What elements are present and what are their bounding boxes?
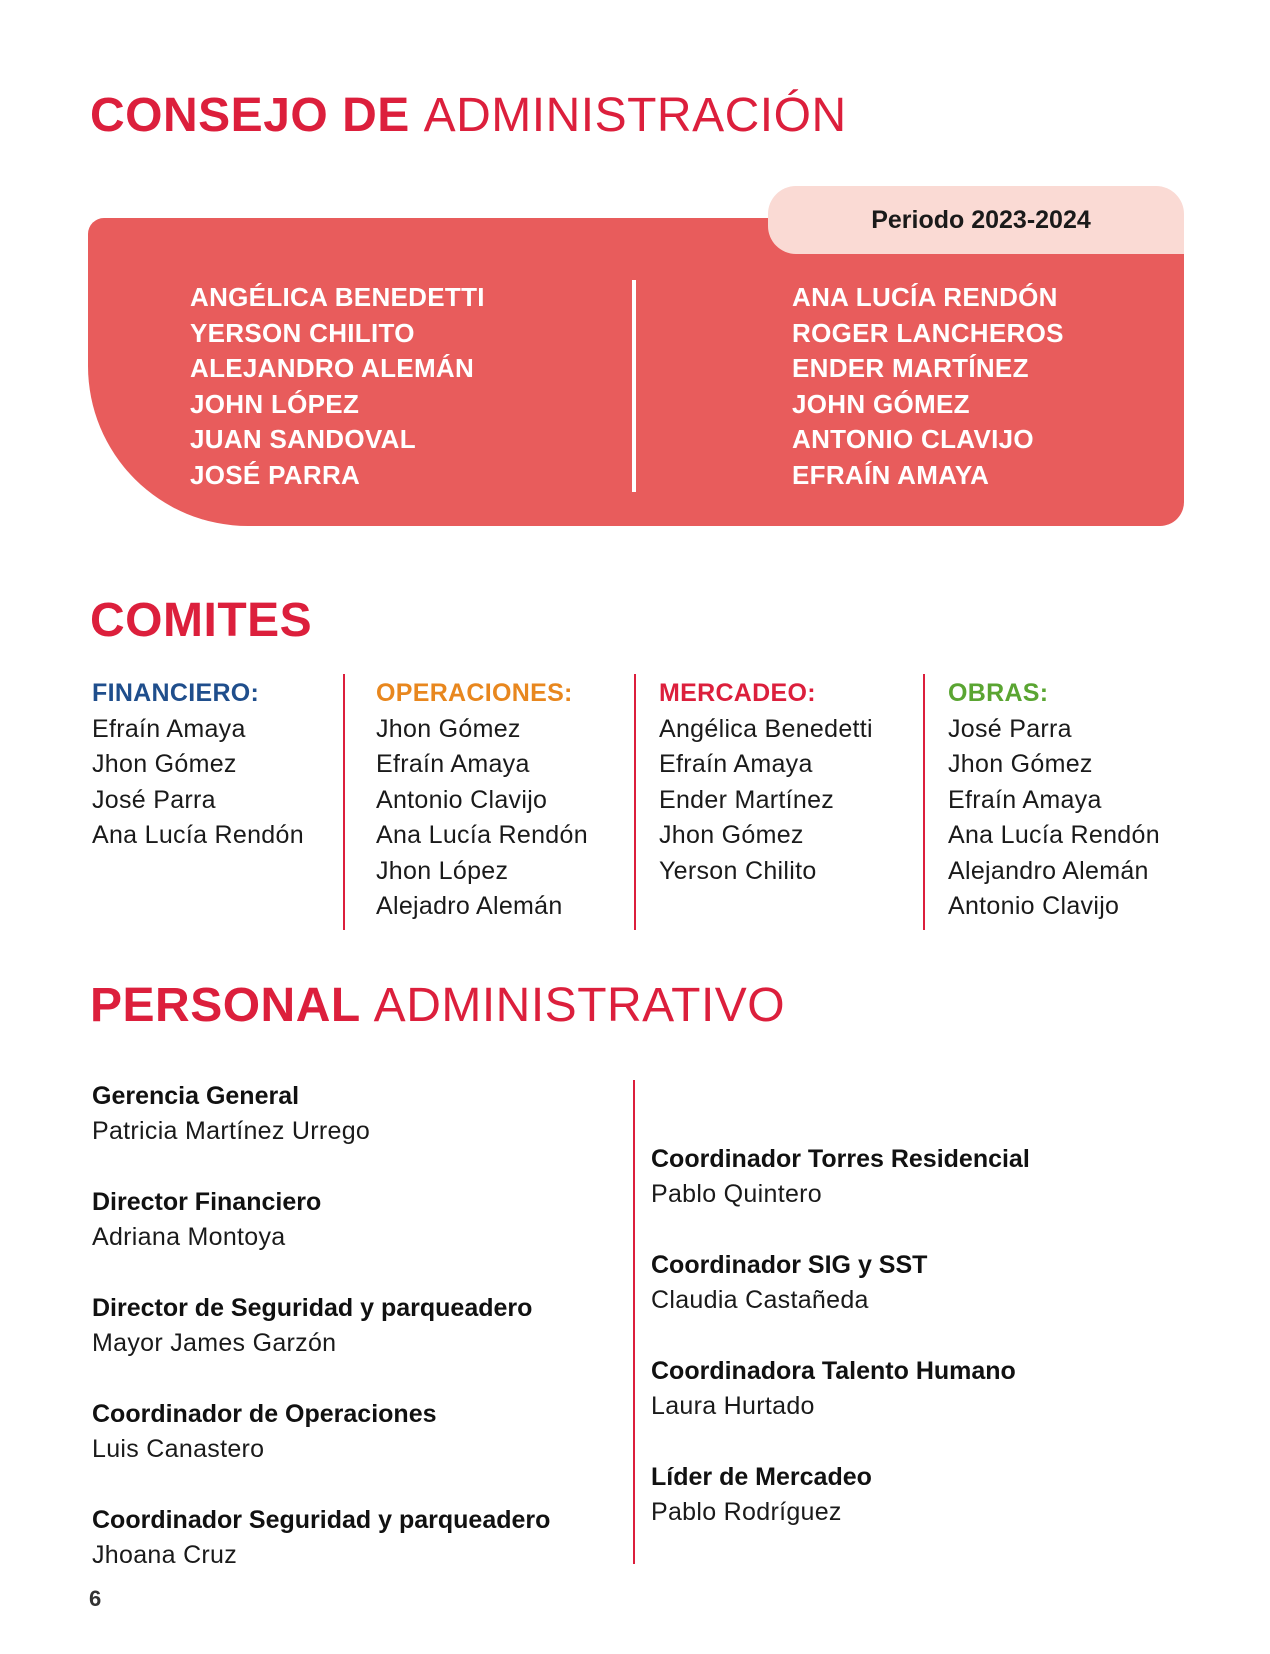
- staff-divider: [633, 1080, 635, 1564]
- committee-member: Efraín Amaya: [92, 714, 246, 743]
- committee-obras: [948, 676, 1160, 925]
- staff-name: Pablo Rodríguez: [651, 1498, 842, 1526]
- staff-name: Luis Canastero: [92, 1435, 265, 1463]
- council-member: ANGÉLICA BENEDETTI: [190, 282, 485, 312]
- committee-operaciones: [376, 676, 588, 925]
- staff-role: Coordinador Torres Residencial: [651, 1145, 1030, 1173]
- staff-role: Líder de Mercadeo: [651, 1463, 872, 1491]
- council-member: JOHN GÓMEZ: [792, 388, 970, 419]
- committee-member: Ender Martínez: [659, 785, 835, 814]
- staff-item: [651, 1248, 1030, 1318]
- staff-name: Pablo Quintero: [651, 1180, 822, 1208]
- committee-divider: [343, 674, 345, 930]
- council-members-left: [190, 280, 485, 493]
- committee-member: Efraín Amaya: [659, 750, 813, 778]
- council-member: ROGER LANCHEROS: [792, 317, 1064, 348]
- council-members-right: [792, 280, 1064, 493]
- committee-member: Alejadro Alemán: [376, 892, 563, 920]
- committee-divider: [634, 674, 636, 930]
- committee-member: Yerson Chilito: [659, 856, 817, 885]
- staff-right-column: [651, 1142, 1030, 1566]
- staff-item: [92, 1291, 550, 1361]
- committee-title: FINANCIERO:: [92, 679, 260, 707]
- staff-item: [651, 1460, 1030, 1530]
- staff-role: Director Financiero: [92, 1188, 322, 1216]
- staff-name: Adriana Montoya: [92, 1223, 286, 1251]
- committee-member: Jhon Gómez: [92, 750, 237, 778]
- committee-member: José Parra: [92, 785, 216, 814]
- staff-role: Gerencia General: [92, 1082, 300, 1110]
- staff-role: Coordinador SIG y SST: [651, 1251, 928, 1279]
- staff-left-column: [92, 1079, 550, 1609]
- staff-heading-bold: PERSONAL: [90, 979, 360, 1032]
- council-member: YERSON CHILITO: [190, 317, 415, 348]
- committee-title: OPERACIONES:: [376, 679, 573, 707]
- period-label: Periodo 2023-2024: [871, 206, 1091, 234]
- committee-member: José Parra: [948, 714, 1072, 743]
- council-heading-light: ADMINISTRACIÓN: [423, 89, 847, 142]
- council-member: ANA LUCÍA RENDÓN: [792, 282, 1058, 312]
- committee-title: OBRAS:: [948, 679, 1049, 707]
- council-member: ENDER MARTÍNEZ: [792, 353, 1029, 383]
- staff-item: [651, 1142, 1030, 1212]
- staff-item: [92, 1185, 550, 1255]
- council-member: ALEJANDRO ALEMÁN: [190, 353, 475, 383]
- committee-member: Alejandro Alemán: [948, 856, 1149, 885]
- council-divider: [632, 280, 636, 492]
- committee-member: Jhon Gómez: [948, 750, 1093, 778]
- committee-member: Jhon Gómez: [659, 821, 804, 849]
- council-member: JOHN LÓPEZ: [190, 388, 360, 419]
- council-heading-bold: CONSEJO DE: [90, 89, 410, 142]
- staff-name: Jhoana Cruz: [92, 1541, 238, 1569]
- staff-name: Laura Hurtado: [651, 1392, 815, 1420]
- committee-member: Ana Lucía Rendón: [376, 821, 588, 849]
- staff-role: Coordinador Seguridad y parqueadero: [92, 1506, 551, 1534]
- staff-role: Coordinadora Talento Humano: [651, 1357, 1016, 1385]
- staff-role: Director de Seguridad y parqueadero: [92, 1294, 533, 1322]
- council-member: EFRAÍN AMAYA: [792, 459, 990, 490]
- committee-member: Antonio Clavijo: [948, 892, 1120, 920]
- council-card: [88, 218, 1184, 526]
- staff-heading-light: ADMINISTRATIVO: [373, 979, 786, 1032]
- staff-heading: [90, 979, 786, 1032]
- committee-divider: [923, 674, 925, 930]
- committee-member: Efraín Amaya: [948, 785, 1102, 814]
- staff-name: Patricia Martínez Urrego: [92, 1117, 371, 1145]
- council-member: JUAN SANDOVAL: [190, 424, 416, 454]
- committee-member: Ana Lucía Rendón: [92, 821, 304, 849]
- committee-mercadeo: [659, 676, 873, 889]
- committee-financiero: [92, 676, 304, 854]
- staff-item: [92, 1503, 550, 1573]
- staff-item: [92, 1079, 550, 1149]
- page-number: 6: [89, 1586, 102, 1611]
- council-heading: [90, 89, 847, 142]
- period-tab: [768, 186, 1184, 254]
- council-member: JOSÉ PARRA: [190, 459, 361, 490]
- committee-member: Antonio Clavijo: [376, 785, 548, 814]
- council-member: ANTONIO CLAVIJO: [792, 424, 1034, 454]
- staff-item: [651, 1354, 1030, 1424]
- committee-title: MERCADEO:: [659, 679, 816, 707]
- committee-member: Angélica Benedetti: [659, 714, 873, 743]
- committees-heading-text: COMITES: [90, 594, 313, 647]
- committee-member: Jhon López: [376, 856, 509, 885]
- staff-item: [92, 1397, 550, 1467]
- staff-name: Claudia Castañeda: [651, 1286, 869, 1314]
- staff-name: Mayor James Garzón: [92, 1329, 337, 1357]
- committee-member: Efraín Amaya: [376, 750, 530, 778]
- committees-heading: [90, 594, 313, 647]
- committee-member: Jhon Gómez: [376, 714, 521, 743]
- committee-member: Ana Lucía Rendón: [948, 821, 1160, 849]
- staff-role: Coordinador de Operaciones: [92, 1400, 437, 1428]
